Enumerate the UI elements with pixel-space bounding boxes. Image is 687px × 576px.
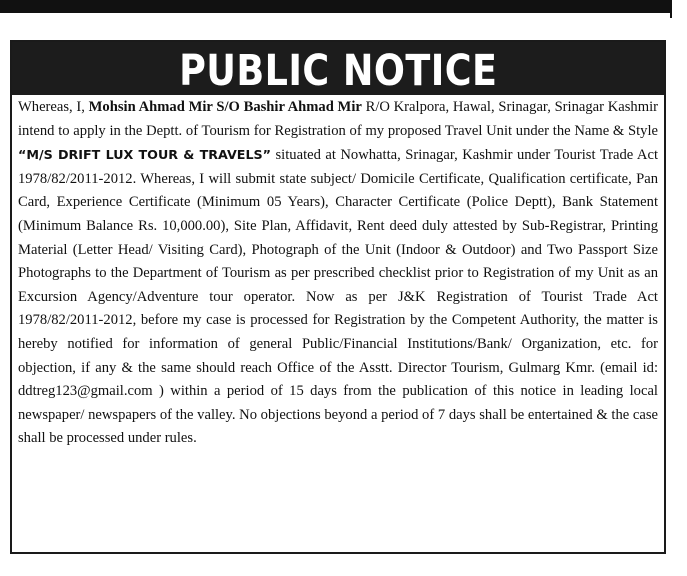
notice-body (12, 95, 664, 451)
notice-banner (12, 42, 664, 95)
notice-text-main: situated at Nowhatta, Srinagar, Kashmir under Tourist Trade Act 1978/82/2011-2012. Whereas, I will submit state subject/ Domicile Certificate, Qualification certificate, Pan Card, Experience Certificate (Minimum 05 Years), Character Certificate (Police Deptt), Bank Statement (Minimum Balance Rs. 10,000.00), Site Plan, Affidavit, Rent deed duly attested by Sub-Registrar, Printing Material (Letter Head/ Visiting Card), Photograph of the Unit (Indoor & Outdoor) and Two Passport Size Photographs to the Department of Tourism as per prescribed checklist prior to Registration of my Unit as an Excursion Agency/Adventure tour operator. Now as per J&K Registration of Tourist Trade Act 1978/82/2011-2012, before my case is processed for Registration by the Competent Authority, the matter is hereby notified for information of general Public/Financial Institutions/Bank/ Organization, etc. for objection, if any & the same should reach Office of the Asstt. Director Tourism, Gulmarg Kmr. (email id: ddtreg123@gmail.com ) within a period of 15 days from the publication of this notice in leading local newspaper/ newspapers of the valley. No objections beyond a period of 7 days shall be entertained & the case shall be processed under rules. (18, 147, 658, 447)
public-notice-box (10, 40, 666, 554)
applicant-name: Mohsin Ahmad Mir S/O Bashir Ahmad Mir (88, 99, 362, 115)
notice-text-intro: Whereas, I, (18, 99, 89, 115)
notice-title: PUBLIC NOTICE (178, 46, 498, 96)
notice-text-address: R/O Kralpora, Hawal, Srinagar, Srinagar Kashmir intend to apply in the Deptt. of Tourism for Registration of my proposed Travel Unit under the Name & Style (18, 99, 658, 139)
top-rule (0, 0, 672, 13)
business-name: “M/S DRIFT LUX TOUR & TRAVELS” (18, 147, 272, 163)
top-rule-edge (670, 0, 672, 18)
